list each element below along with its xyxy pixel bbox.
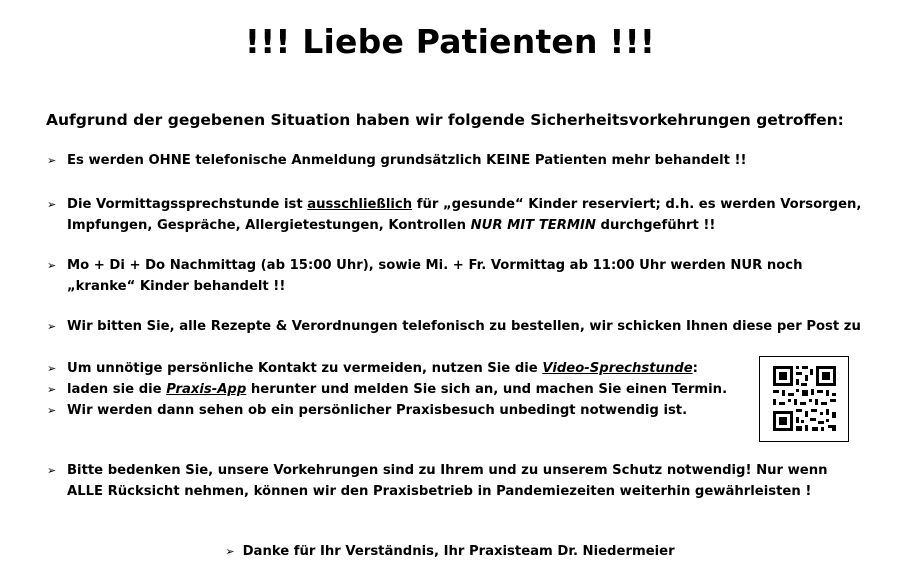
bullet-5-text-d: herunter und melden Sie sich an, und machen Sie einen Termin.	[246, 382, 728, 397]
closing-line	[0, 544, 900, 559]
closing-text: Danke für Ihr Verständnis, Ihr Praxisteam Dr. Niedermeier	[242, 544, 675, 559]
bullet-2-italic: NUR MIT TERMIN	[470, 218, 596, 233]
notice-bullet-1	[46, 150, 876, 171]
arrow-bullet-icon: ➢	[47, 404, 57, 417]
bullet-6-text-b: ALLE Rücksicht nehmen, können wir den Praxisbetrieb in Pandemiezeiten weiterhin gewährleisten !	[67, 484, 812, 499]
qr-code-icon[interactable]	[759, 356, 849, 442]
arrow-bullet-icon: ➢	[47, 320, 57, 333]
notice-bullet-5	[46, 358, 746, 421]
notice-bullet-4	[46, 316, 876, 337]
page-title: !!! Liebe Patienten !!!	[244, 22, 656, 61]
bullet-5-text-b: :	[692, 361, 698, 376]
bullet-1-text: Es werden OHNE telefonische Anmeldung grundsätzlich KEINE Patienten mehr behandelt !!	[67, 153, 747, 168]
notice-bullet-3	[46, 255, 876, 297]
bullet-3-text-b: „kranke“ Kinder behandelt !!	[67, 279, 286, 294]
bullet-2-text-c: Impfungen, Gespräche, Allergietestungen, Kontrollen	[67, 218, 471, 233]
arrow-bullet-icon: ➢	[225, 545, 235, 558]
bullet-4-text: Wir bitten Sie, alle Rezepte & Verordnungen telefonisch zu bestellen, wir schicken Ihnen diese per Post zu	[67, 319, 861, 334]
bullet-3-text-a: Mo + Di + Do Nachmittag (ab 15:00 Uhr), sowie Mi. + Fr. Vormittag ab 11:00 Uhr werden NUR noch	[67, 258, 803, 273]
arrow-bullet-icon: ➢	[47, 362, 57, 375]
bullet-2-text-a: Die Vormittagssprechstunde ist	[67, 197, 308, 212]
arrow-bullet-icon: ➢	[47, 259, 57, 272]
intro-text: Aufgrund der gegebenen Situation haben wir folgende Sicherheitsvorkehrungen getroffen:	[46, 111, 844, 129]
arrow-bullet-icon: ➢	[47, 383, 57, 396]
bullet-2-text-b: für „gesunde“ Kinder reserviert; d.h. es werden Vorsorgen,	[412, 197, 862, 212]
notice-bullet-6	[46, 460, 876, 502]
bullet-5-text-a: Um unnötige persönliche Kontakt zu vermeiden, nutzen Sie die	[67, 361, 543, 376]
arrow-bullet-icon: ➢	[47, 198, 57, 211]
bullet-5-text-e: Wir werden dann sehen ob ein persönlicher Praxisbesuch unbedingt notwendig ist.	[67, 403, 688, 418]
praxis-app-link[interactable]: Praxis-App	[166, 382, 247, 397]
qr-code-graphic	[760, 357, 848, 441]
bullet-6-text-a: Bitte bedenken Sie, unsere Vorkehrungen sind zu Ihrem und zu unserem Schutz notwendig! Nur wenn	[67, 463, 828, 478]
bullet-5-text-c: laden sie die	[67, 382, 167, 397]
bullet-2-text-d: durchgeführt !!	[595, 218, 716, 233]
notice-bullet-2	[46, 194, 876, 236]
video-sprechstunde-link[interactable]: Video-Sprechstunde	[542, 361, 693, 376]
arrow-bullet-icon: ➢	[47, 464, 57, 477]
arrow-bullet-icon: ➢	[47, 154, 57, 167]
bullet-2-underline: ausschließlich	[307, 197, 413, 212]
